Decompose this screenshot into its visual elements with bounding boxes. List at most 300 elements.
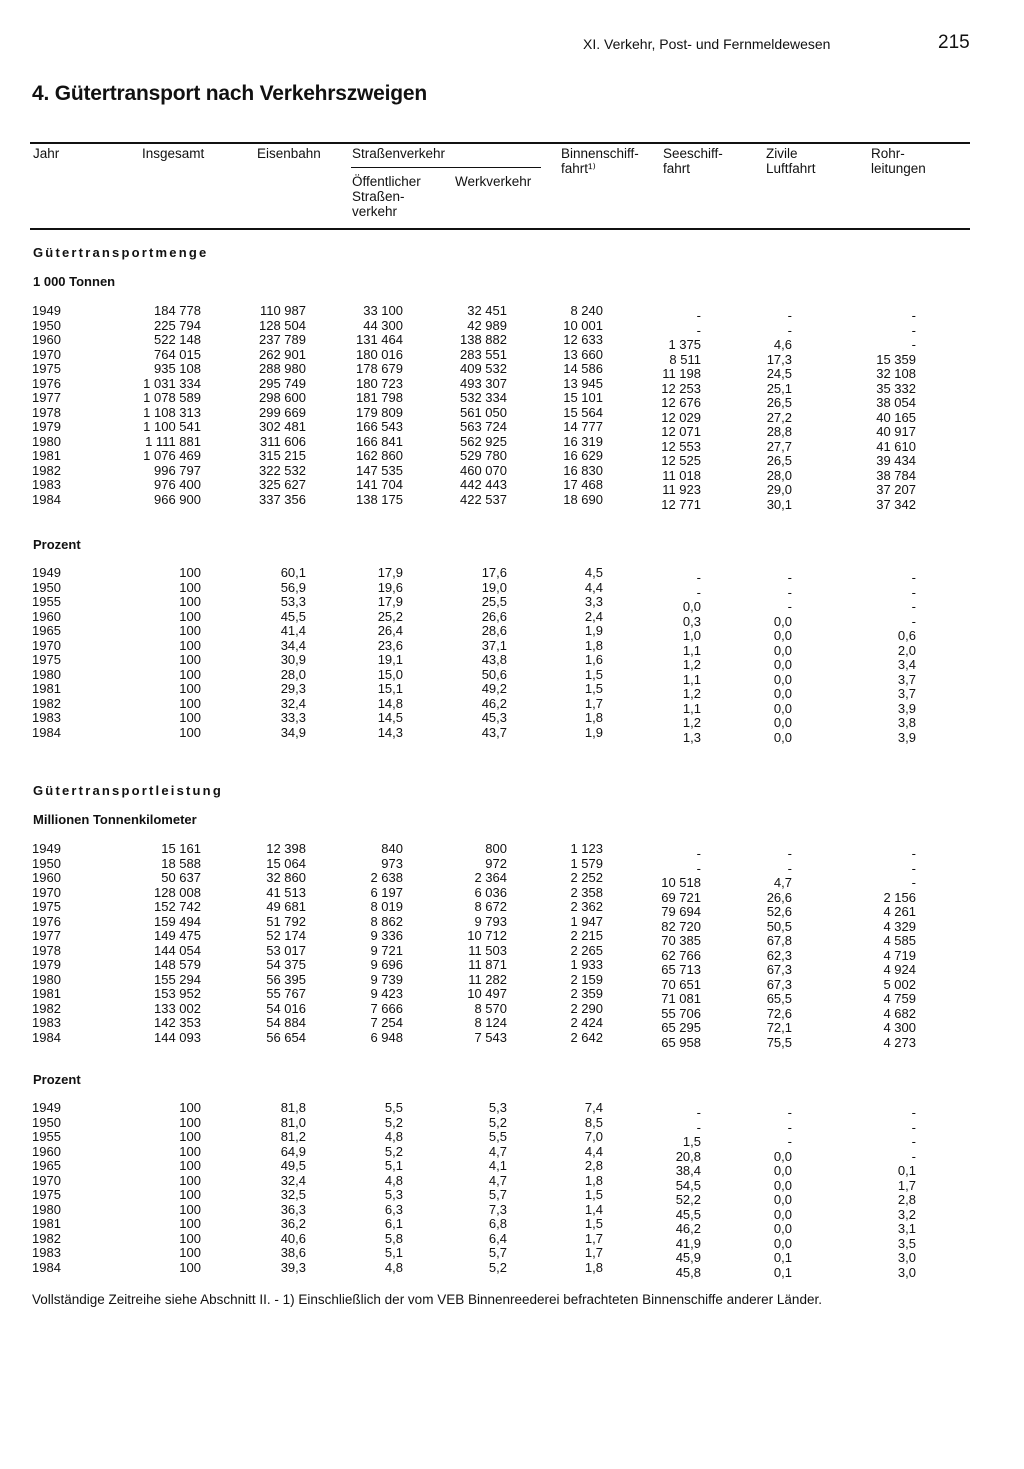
cell-insgesamt: 100 — [179, 652, 201, 667]
cell-binnenschifffahrt: 1,5 — [584, 1216, 603, 1231]
cell-oeffentlich: 19,6 — [377, 579, 403, 595]
cell-luftfahrt: 29,0 — [766, 482, 792, 497]
cell-seeschifffahrt: 54,5 — [675, 1177, 701, 1193]
cell-rohrleitungen: 4 759 — [883, 991, 916, 1006]
cell-werkverkehr: 43,8 — [481, 652, 507, 667]
table-row — [0, 1114, 1024, 1135]
cell-insgesamt: 764 015 — [154, 346, 201, 362]
cell-seeschifffahrt: 1,5 — [682, 1134, 701, 1149]
cell-binnenschifffahrt: 7,4 — [584, 1100, 603, 1115]
cell-rohrleitungen: - — [911, 846, 916, 861]
cell-werkverkehr: 529 780 — [460, 448, 507, 463]
cell-luftfahrt: 67,8 — [766, 933, 792, 948]
cell-seeschifffahrt: 45,5 — [675, 1206, 701, 1222]
cell-year: 1949 — [32, 1100, 61, 1115]
cell-oeffentlich: 131 464 — [356, 332, 403, 347]
cell-werkverkehr: 49,2 — [481, 681, 507, 696]
cell-binnenschifffahrt: 14 586 — [563, 361, 603, 376]
cell-rohrleitungen: - — [911, 860, 916, 876]
cell-eisenbahn: 311 606 — [259, 433, 306, 449]
cell-insgesamt: 225 794 — [154, 317, 201, 333]
cell-year: 1980 — [32, 666, 61, 682]
cell-rohrleitungen: 4 273 — [883, 1034, 916, 1050]
table-row — [0, 1245, 1024, 1265]
cell-rohrleitungen: 2 156 — [883, 889, 916, 905]
cell-oeffentlich: 9 721 — [370, 942, 403, 958]
cell-eisenbahn: 298 600 — [259, 390, 306, 405]
cell-oeffentlich: 33 100 — [363, 303, 403, 318]
cell-oeffentlich: 141 704 — [356, 477, 403, 492]
cell-werkverkehr: 460 070 — [460, 462, 507, 478]
cell-werkverkehr: 42 989 — [467, 317, 507, 333]
cell-luftfahrt: 0,0 — [773, 715, 792, 730]
cell-oeffentlich: 6 948 — [370, 1029, 403, 1045]
cell-seeschifffahrt: 71 081 — [661, 991, 701, 1006]
table-row — [0, 855, 1024, 876]
cell-seeschifffahrt: 41,9 — [675, 1235, 701, 1251]
table-row — [0, 1230, 1024, 1251]
cell-oeffentlich: 7 254 — [370, 1015, 403, 1030]
cell-insgesamt: 100 — [179, 1187, 201, 1202]
col-head-strassenverkehr: Straßenverkehr — [352, 146, 446, 161]
table-top-rule — [30, 142, 970, 144]
col-head-oeffentlich-line1: Öffentlicher — [352, 174, 421, 189]
cell-oeffentlich: 5,2 — [384, 1114, 403, 1130]
table-row — [0, 986, 1024, 1006]
cell-werkverkehr: 10 712 — [467, 928, 507, 943]
cell-binnenschifffahrt: 2 642 — [570, 1029, 603, 1045]
cell-eisenbahn: 54 884 — [266, 1015, 306, 1030]
cell-insgesamt: 1 111 881 — [145, 433, 201, 449]
block-menge-tonnen — [0, 303, 1024, 512]
cell-insgesamt: 100 — [179, 1158, 201, 1173]
cell-werkverkehr: 7,3 — [488, 1201, 507, 1217]
table-row — [0, 724, 1024, 745]
cell-eisenbahn: 110 987 — [259, 303, 306, 318]
cell-werkverkehr: 7 543 — [474, 1029, 507, 1045]
cell-eisenbahn: 51 792 — [266, 913, 306, 929]
cell-luftfahrt: - — [787, 1105, 792, 1120]
cell-eisenbahn: 56,9 — [280, 579, 306, 595]
cell-seeschifffahrt: 1,2 — [682, 657, 701, 672]
cell-insgesamt: 100 — [179, 579, 201, 595]
cell-luftfahrt: - — [787, 322, 792, 338]
table-row — [0, 666, 1024, 687]
cell-year: 1950 — [32, 579, 61, 595]
cell-rohrleitungen: 4 300 — [883, 1020, 916, 1035]
cell-binnenschifffahrt: 18 690 — [563, 491, 603, 507]
cell-oeffentlich: 4,8 — [384, 1129, 403, 1144]
cell-year: 1981 — [32, 1216, 61, 1231]
cell-oeffentlich: 25,2 — [377, 608, 403, 624]
cell-binnenschifffahrt: 10 001 — [563, 317, 603, 333]
cell-luftfahrt: 75,5 — [766, 1034, 792, 1050]
cell-insgesamt: 1 078 589 — [143, 390, 201, 405]
cell-binnenschifffahrt: 3,3 — [584, 594, 603, 609]
table-header-rule — [30, 228, 970, 230]
cell-seeschifffahrt: 1,2 — [682, 686, 701, 701]
cell-seeschifffahrt: 12 525 — [661, 453, 701, 468]
cell-oeffentlich: 9 696 — [370, 957, 403, 972]
cell-rohrleitungen: 35 332 — [876, 380, 916, 396]
cell-binnenschifffahrt: 1 947 — [570, 913, 603, 929]
cell-seeschifffahrt: 12 771 — [661, 496, 701, 512]
cell-binnenschifffahrt: 2 290 — [570, 1000, 603, 1016]
cell-seeschifffahrt: - — [696, 308, 701, 323]
cell-year: 1976 — [32, 913, 61, 929]
cell-luftfahrt: 67,3 — [766, 976, 792, 992]
cell-luftfahrt: 0,1 — [773, 1264, 792, 1280]
cell-eisenbahn: 237 789 — [259, 332, 306, 347]
cell-insgesamt: 522 148 — [154, 332, 201, 347]
cell-year: 1970 — [32, 637, 61, 653]
cell-seeschifffahrt: 62 766 — [661, 947, 701, 963]
cell-binnenschifffahrt: 1,5 — [584, 666, 603, 682]
cell-luftfahrt: 26,6 — [766, 889, 792, 905]
cell-werkverkehr: 8 672 — [474, 899, 507, 914]
cell-insgesamt: 100 — [179, 695, 201, 711]
cell-rohrleitungen: 3,9 — [897, 729, 916, 745]
block-leistung-tkm — [0, 841, 1024, 1050]
cell-werkverkehr: 17,6 — [481, 565, 507, 580]
cell-eisenbahn: 29,3 — [280, 681, 306, 696]
cell-insgesamt: 100 — [179, 1129, 201, 1144]
cell-binnenschifffahrt: 15 101 — [563, 390, 603, 405]
cell-rohrleitungen: 37 342 — [876, 496, 916, 512]
table-row — [0, 462, 1024, 483]
cell-year: 1975 — [32, 361, 61, 376]
cell-insgesamt: 184 778 — [154, 303, 201, 318]
cell-seeschifffahrt: 11 198 — [662, 366, 701, 381]
cell-binnenschifffahrt: 13 660 — [563, 346, 603, 362]
cell-insgesamt: 100 — [179, 1114, 201, 1130]
page-number: 215 — [938, 32, 970, 53]
cell-binnenschifffahrt: 1,7 — [584, 1245, 603, 1260]
cell-insgesamt: 149 475 — [154, 928, 201, 943]
cell-eisenbahn: 64,9 — [280, 1143, 306, 1159]
table-row — [0, 1015, 1024, 1035]
cell-year: 1949 — [32, 303, 61, 318]
cell-seeschifffahrt: 45,9 — [675, 1250, 701, 1265]
cell-eisenbahn: 322 532 — [259, 462, 306, 478]
col-head-luftfahrt — [766, 146, 816, 176]
cell-seeschifffahrt: - — [696, 860, 701, 876]
table-row — [0, 1000, 1024, 1021]
table-row — [0, 390, 1024, 410]
cell-werkverkehr: 46,2 — [481, 695, 507, 711]
cell-seeschifffahrt: - — [696, 322, 701, 338]
cell-oeffentlich: 5,1 — [384, 1158, 403, 1173]
table-row — [0, 404, 1024, 425]
cell-luftfahrt: 26,5 — [766, 453, 792, 468]
cell-werkverkehr: 37,1 — [481, 637, 507, 653]
cell-rohrleitungen: 3,4 — [897, 657, 916, 672]
cell-luftfahrt: 0,0 — [773, 686, 792, 701]
cell-rohrleitungen: 3,2 — [897, 1206, 916, 1222]
cell-seeschifffahrt: 70 385 — [661, 933, 701, 948]
cell-luftfahrt: 0,0 — [773, 1221, 792, 1236]
cell-werkverkehr: 11 871 — [468, 957, 507, 972]
cell-werkverkehr: 138 882 — [460, 332, 507, 347]
cell-year: 1982 — [32, 1000, 61, 1016]
cell-rohrleitungen: 0,6 — [897, 628, 916, 643]
cell-oeffentlich: 14,5 — [377, 710, 403, 725]
cell-werkverkehr: 4,7 — [488, 1143, 507, 1159]
unit-label-tonnen: 1 000 Tonnen — [33, 274, 116, 289]
cell-binnenschifffahrt: 2 252 — [570, 870, 603, 885]
cell-binnenschifffahrt: 2 265 — [570, 942, 603, 958]
cell-seeschifffahrt: 20,8 — [675, 1148, 701, 1164]
cell-insgesamt: 144 054 — [154, 942, 201, 958]
cell-year: 1970 — [32, 1172, 61, 1188]
cell-werkverkehr: 442 443 — [460, 477, 507, 492]
cell-rohrleitungen: 40 165 — [876, 409, 916, 425]
cell-seeschifffahrt: 82 720 — [661, 918, 701, 934]
cell-rohrleitungen: - — [911, 1119, 916, 1135]
cell-rohrleitungen: 2,0 — [897, 642, 916, 658]
table-row — [0, 361, 1024, 381]
cell-oeffentlich: 8 862 — [370, 913, 403, 929]
cell-year: 1983 — [32, 1015, 61, 1030]
cell-year: 1965 — [32, 623, 61, 638]
cell-luftfahrt: 28,0 — [766, 467, 792, 483]
cell-luftfahrt: 65,5 — [766, 991, 792, 1006]
cell-luftfahrt: 28,8 — [766, 424, 792, 439]
cell-insgesamt: 100 — [179, 623, 201, 638]
cell-rohrleitungen: - — [911, 1148, 916, 1164]
cell-insgesamt: 100 — [179, 1230, 201, 1246]
cell-eisenbahn: 54 016 — [266, 1000, 306, 1016]
cell-rohrleitungen: - — [911, 570, 916, 585]
cell-insgesamt: 100 — [179, 1172, 201, 1188]
cell-eisenbahn: 337 356 — [259, 491, 306, 507]
section-title-menge: Gütertransportmenge — [33, 245, 209, 260]
cell-year: 1980 — [32, 1201, 61, 1217]
cell-year: 1984 — [32, 1259, 61, 1275]
cell-binnenschifffahrt: 1,7 — [584, 1230, 603, 1246]
cell-oeffentlich: 973 — [381, 855, 403, 871]
cell-binnenschifffahrt: 15 564 — [563, 404, 603, 420]
table-row — [0, 1129, 1024, 1149]
table-row — [0, 710, 1024, 730]
cell-luftfahrt: 30,1 — [766, 496, 792, 512]
cell-eisenbahn: 53,3 — [280, 594, 306, 609]
cell-binnenschifffahrt: 1 579 — [570, 855, 603, 871]
cell-luftfahrt: 0,1 — [773, 1250, 792, 1265]
cell-binnenschifffahrt: 1,5 — [584, 1187, 603, 1202]
cell-oeffentlich: 180 016 — [356, 346, 403, 362]
cell-seeschifffahrt: 65 958 — [661, 1034, 701, 1050]
cell-seeschifffahrt: 8 511 — [669, 351, 701, 367]
block-menge-prozent — [0, 565, 1024, 745]
cell-year: 1979 — [32, 419, 61, 434]
cell-eisenbahn: 33,3 — [280, 710, 306, 725]
cell-luftfahrt: - — [787, 570, 792, 585]
cell-oeffentlich: 9 423 — [370, 986, 403, 1001]
cell-luftfahrt: 27,7 — [766, 438, 792, 454]
cell-eisenbahn: 34,9 — [280, 724, 306, 740]
cell-eisenbahn: 262 901 — [259, 346, 306, 362]
cell-rohrleitungen: 4 924 — [883, 962, 916, 977]
table-row — [0, 303, 1024, 323]
cell-insgesamt: 100 — [179, 724, 201, 740]
cell-binnenschifffahrt: 4,4 — [584, 1143, 603, 1159]
cell-binnenschifffahrt: 2,4 — [584, 608, 603, 624]
cell-insgesamt: 100 — [179, 1143, 201, 1159]
cell-oeffentlich: 6 197 — [370, 884, 403, 900]
cell-luftfahrt: 0,0 — [773, 613, 792, 629]
cell-eisenbahn: 53 017 — [266, 942, 306, 958]
cell-oeffentlich: 178 679 — [356, 361, 403, 376]
cell-luftfahrt: 4,6 — [773, 337, 792, 352]
cell-insgesamt: 1 100 541 — [143, 419, 201, 434]
table-row — [0, 565, 1024, 585]
cell-rohrleitungen: - — [911, 613, 916, 629]
cell-insgesamt: 1 076 469 — [143, 448, 201, 463]
cell-year: 1984 — [32, 491, 61, 507]
cell-oeffentlich: 5,5 — [384, 1100, 403, 1115]
cell-oeffentlich: 9 336 — [370, 928, 403, 943]
cell-werkverkehr: 5,3 — [488, 1100, 507, 1115]
cell-seeschifffahrt: - — [696, 570, 701, 585]
cell-luftfahrt: 72,6 — [766, 1005, 792, 1021]
cell-eisenbahn: 38,6 — [280, 1245, 306, 1260]
cell-insgesamt: 100 — [179, 1201, 201, 1217]
cell-year: 1979 — [32, 957, 61, 972]
table-row — [0, 579, 1024, 600]
cell-werkverkehr: 5,7 — [488, 1187, 507, 1202]
cell-oeffentlich: 179 809 — [356, 404, 403, 420]
cell-eisenbahn: 302 481 — [259, 419, 306, 434]
cell-insgesamt: 159 494 — [154, 913, 201, 929]
cell-rohrleitungen: 3,0 — [897, 1250, 916, 1265]
cell-luftfahrt: 0,0 — [773, 1206, 792, 1222]
cell-werkverkehr: 50,6 — [481, 666, 507, 682]
cell-year: 1980 — [32, 971, 61, 987]
cell-werkverkehr: 26,6 — [481, 608, 507, 624]
cell-werkverkehr: 532 334 — [460, 390, 507, 405]
cell-oeffentlich: 19,1 — [377, 652, 403, 667]
cell-seeschifffahrt: 12 553 — [661, 438, 701, 454]
cell-luftfahrt: 0,0 — [773, 729, 792, 745]
cell-rohrleitungen: - — [911, 337, 916, 352]
cell-oeffentlich: 5,3 — [384, 1187, 403, 1202]
cell-rohrleitungen: 41 610 — [876, 438, 916, 454]
cell-werkverkehr: 6 036 — [474, 884, 507, 900]
cell-seeschifffahrt: 1 375 — [668, 337, 701, 352]
cell-oeffentlich: 14,3 — [377, 724, 403, 740]
col-head-rohr-line1: Rohr- — [871, 146, 905, 161]
cell-seeschifffahrt: 55 706 — [661, 1005, 701, 1021]
cell-oeffentlich: 147 535 — [356, 462, 403, 478]
cell-seeschifffahrt: 46,2 — [675, 1221, 701, 1236]
cell-seeschifffahrt: 1,1 — [682, 671, 701, 687]
cell-oeffentlich: 166 841 — [356, 433, 403, 449]
cell-year: 1978 — [32, 404, 61, 420]
cell-luftfahrt: - — [787, 1119, 792, 1135]
cell-werkverkehr: 43,7 — [481, 724, 507, 740]
cell-rohrleitungen: 4 585 — [883, 933, 916, 948]
cell-eisenbahn: 325 627 — [259, 477, 306, 492]
cell-rohrleitungen: 38 054 — [876, 395, 916, 410]
cell-year: 1982 — [32, 462, 61, 478]
cell-year: 1965 — [32, 1158, 61, 1173]
cell-luftfahrt: 4,7 — [773, 875, 792, 890]
cell-binnenschifffahrt: 8,5 — [584, 1114, 603, 1130]
cell-binnenschifffahrt: 16 830 — [563, 462, 603, 478]
cell-luftfahrt: 67,3 — [766, 962, 792, 977]
cell-eisenbahn: 54 375 — [266, 957, 306, 972]
col-head-oeffentlich — [352, 174, 421, 219]
cell-rohrleitungen: 5 002 — [883, 976, 916, 992]
cell-insgesamt: 100 — [179, 666, 201, 682]
col-head-oeffentlich-line3: verkehr — [352, 204, 398, 219]
cell-eisenbahn: 49 681 — [266, 899, 306, 914]
cell-werkverkehr: 4,7 — [488, 1172, 507, 1188]
cell-binnenschifffahrt: 1,4 — [584, 1201, 603, 1217]
table-row — [0, 1100, 1024, 1120]
cell-binnenschifffahrt: 4,4 — [584, 579, 603, 595]
col-head-insgesamt: Insgesamt — [142, 146, 205, 161]
col-head-oeffentlich-line2: Straßen- — [352, 189, 405, 204]
cell-binnenschifffahrt: 1 123 — [570, 841, 603, 856]
cell-seeschifffahrt: - — [696, 1119, 701, 1135]
cell-werkverkehr: 5,7 — [488, 1245, 507, 1260]
cell-seeschifffahrt: - — [696, 846, 701, 861]
table-row — [0, 870, 1024, 890]
cell-year: 1983 — [32, 710, 61, 725]
cell-werkverkehr: 2 364 — [474, 870, 507, 885]
cell-werkverkehr: 561 050 — [460, 404, 507, 420]
cell-rohrleitungen: 3,7 — [897, 686, 916, 701]
cell-insgesamt: 966 900 — [154, 491, 201, 507]
cell-luftfahrt: 50,5 — [766, 918, 792, 934]
table-row — [0, 448, 1024, 468]
cell-rohrleitungen: - — [911, 1105, 916, 1120]
cell-luftfahrt: 26,5 — [766, 395, 792, 410]
col-head-rohrleitungen — [871, 146, 926, 176]
cell-oeffentlich: 5,2 — [384, 1143, 403, 1159]
cell-eisenbahn: 295 749 — [259, 375, 306, 391]
cell-insgesamt: 976 400 — [154, 477, 201, 492]
cell-insgesamt: 100 — [179, 681, 201, 696]
cell-werkverkehr: 28,6 — [481, 623, 507, 638]
cell-werkverkehr: 9 793 — [474, 913, 507, 929]
cell-binnenschifffahrt: 7,0 — [584, 1129, 603, 1144]
cell-luftfahrt: 17,3 — [766, 351, 792, 367]
cell-insgesamt: 148 579 — [154, 957, 201, 972]
cell-insgesamt: 15 161 — [161, 841, 201, 856]
cell-insgesamt: 153 952 — [154, 986, 201, 1001]
cell-year: 1984 — [32, 1029, 61, 1045]
cell-oeffentlich: 840 — [381, 841, 403, 856]
cell-year: 1975 — [32, 652, 61, 667]
strassenverkehr-underline — [351, 167, 541, 168]
cell-eisenbahn: 32,5 — [280, 1187, 306, 1202]
table-row — [0, 332, 1024, 352]
cell-oeffentlich: 2 638 — [370, 870, 403, 885]
cell-werkverkehr: 45,3 — [481, 710, 507, 725]
cell-seeschifffahrt: 12 071 — [661, 424, 701, 439]
cell-luftfahrt: 72,1 — [766, 1020, 792, 1035]
cell-rohrleitungen: - — [911, 322, 916, 338]
cell-rohrleitungen: 1,7 — [897, 1177, 916, 1193]
cell-luftfahrt: 0,0 — [773, 700, 792, 716]
cell-eisenbahn: 28,0 — [280, 666, 306, 682]
cell-year: 1970 — [32, 884, 61, 900]
cell-werkverkehr: 11 282 — [468, 971, 507, 987]
cell-eisenbahn: 40,6 — [280, 1230, 306, 1246]
